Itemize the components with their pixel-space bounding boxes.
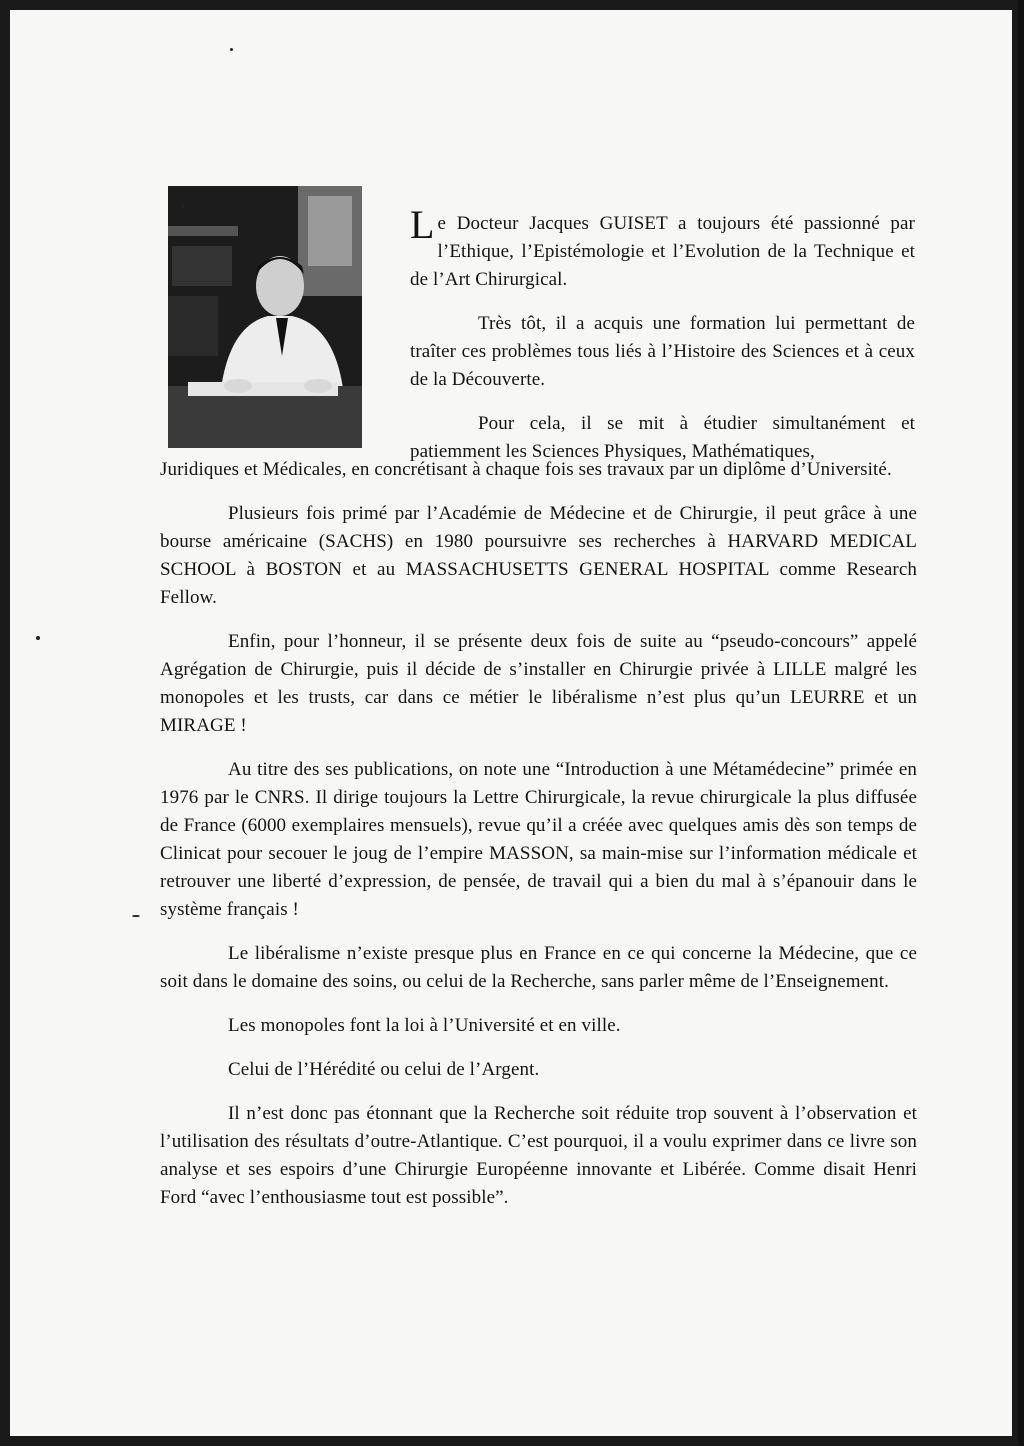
paragraph-2: Très tôt, il a acquis une formation lui permettant de traîter ces problèmes tous liés à l’Histoire des Sciences et à ceux de la Découverte. <box>410 313 915 390</box>
main-text-block <box>160 456 917 1212</box>
author-portrait-photo <box>168 186 362 448</box>
paragraph-5: Enfin, pour l’honneur, il se présente deux fois de suite au “pseudo-concours” appelé Agrégation de Chirurgie, puis il décide de s’installer en Chirurgie privée à LILLE malgré les monopoles et les trusts, car dans ce métier le libéralisme n’est plus qu’un LEURRE et un MIRAGE ! <box>160 631 917 736</box>
drop-cap: L <box>410 202 435 247</box>
paragraph-10: Il n’est donc pas étonnant que la Recherche soit réduite trop souvent à l’observation et l’utilisation des résultats d’outre-Atlantique. C’est pourquoi, il a voulu exprimer dans ce livre son analyse et ses espoirs d’une Chirurgie Européenne innovante et Libérée. Comme disait Henri Ford “avec l’enthousiasme tout est possible”. <box>160 1103 917 1208</box>
intro-text-block <box>410 202 915 466</box>
portrait-icon <box>168 186 362 448</box>
scan-border <box>1018 0 1024 1446</box>
paragraph-3-start: Pour cela, il se mit à étudier simultanément et patiemment les Sciences Physiques, Mathématiques, <box>410 413 915 462</box>
paragraph-7: Le libéralisme n’existe presque plus en France en ce qui concerne la Médecine, que ce soit dans le domaine des soins, ou celui de la Recherche, sans parler même de l’Enseignement. <box>160 943 917 992</box>
scan-speck <box>182 205 185 208</box>
paragraph-9: Celui de l’Hérédité ou celui de l’Argent. <box>228 1059 540 1080</box>
scan-speck <box>230 48 233 51</box>
paragraph-3-end: Juridiques et Médicales, en concrétisant à chaque fois ses travaux par un diplôme d’Université. <box>160 459 892 480</box>
paragraph-4: Plusieurs fois primé par l’Académie de Médecine et de Chirurgie, il peut grâce à une bourse américaine (SACHS) en 1980 poursuivre ses recherches à HARVARD MEDICAL SCHOOL à BOSTON et au MASSACHUSETTS GENERAL HOSPITAL comme Research Fellow. <box>160 503 917 608</box>
scan-speck <box>36 636 40 640</box>
paragraph-1-text: e Docteur Jacques GUISET a toujours été passionné par l’Ethique, l’Epistémologie et l’Evolution de la Technique et de l’Art Chirurgical. <box>410 213 915 290</box>
paragraph-intro <box>410 202 915 294</box>
book-page <box>10 10 1012 1436</box>
scan-speck <box>132 915 140 917</box>
paragraph-6: Au titre des ses publications, on note une “Introduction à une Métamédecine” primée en 1976 par le CNRS. Il dirige toujours la Lettre Chirurgicale, la revue chirurgicale la plus diffusée de France (6000 exemplaires mensuels), revue qu’il a créée avec quelques amis dès son temps de Clinicat pour secouer le joug de l’empire MASSON, sa main-mise sur l’information médicale et retrouver une liberté d’expression, de pensée, de travail qui a bien du mal à s’épanouir dans le système français ! <box>160 759 917 920</box>
paragraph-8: Les monopoles font la loi à l’Université et en ville. <box>228 1015 621 1036</box>
